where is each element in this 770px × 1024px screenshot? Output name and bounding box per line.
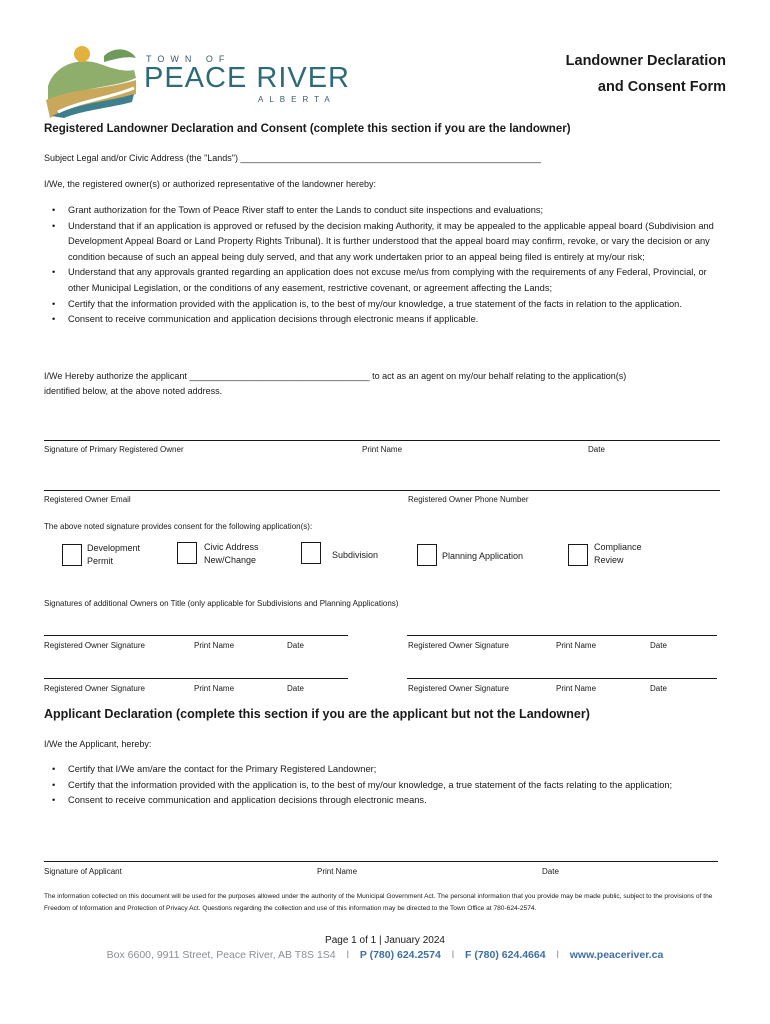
- owner-print-name-label: Print Name: [194, 641, 235, 650]
- primary-signature-line[interactable]: [44, 440, 720, 441]
- subdivision-checkbox[interactable]: [301, 542, 321, 564]
- subdivision-label: Subdivision: [332, 550, 379, 560]
- landowner-bullet-list: [44, 203, 730, 328]
- form-title-line1: Landowner Declaration: [565, 53, 726, 69]
- owner-signature-label: Registered Owner Signature: [408, 641, 509, 650]
- additional-owner-signature-line[interactable]: [407, 635, 717, 636]
- development-permit-checkbox[interactable]: [62, 544, 82, 566]
- email-phone-line[interactable]: [44, 490, 720, 491]
- form-title: [566, 48, 726, 100]
- footer-separator: l: [346, 949, 349, 961]
- footer-fax: F (780) 624.4664: [465, 949, 546, 961]
- applicant-bullet-list: [44, 762, 730, 809]
- applicant-print-name-label: Print Name: [317, 867, 358, 876]
- logo-town-text: TOWN OF: [146, 54, 231, 64]
- compliance-review-checkbox[interactable]: [568, 544, 588, 566]
- applicant-intro: I/We the Applicant, hereby:: [44, 739, 152, 749]
- primary-date-label: Date: [588, 445, 605, 454]
- footer-separator: l: [556, 949, 559, 961]
- list-item: • Consent to receive communication and application decisions through electronic means if applicable.: [52, 314, 479, 325]
- owner-date-label: Date: [650, 684, 667, 693]
- owner-print-name-label: Print Name: [556, 641, 597, 650]
- list-item: • Understand that if an application is approved or refused by the decision making Authority, it may be appealed to the applicable appeal board (Subdivision and Development Appeal Board or Land Property Rights Tribunal). It is further understood that the appeal board may confirm, revoke, or vary the decision or any condition because of such an appeal being duly served, and that any work undertaken prior to an appeal being filed is entirely at my/our risk;: [52, 220, 714, 262]
- list-item: • Grant authorization for the Town of Peace River staff to enter the Lands to conduct site inspections and evaluations;: [52, 205, 544, 215]
- owner-date-label: Date: [287, 684, 304, 693]
- civic-address-label: Civic Address New/Change: [204, 542, 259, 565]
- compliance-review-label: Compliance Review: [594, 542, 642, 565]
- additional-owners-note: Signatures of additional Owners on Title (only applicable for Subdivisions and Planning Applications): [44, 599, 399, 608]
- development-permit-label: Development Permit: [87, 543, 141, 566]
- subject-address-line[interactable]: Subject Legal and/or Civic Address (the "Lands") ____________________________________________________________: [44, 153, 541, 163]
- planning-application-label: Planning Application: [442, 551, 524, 561]
- owner-print-name-label: Print Name: [556, 684, 597, 693]
- primary-print-name-label: Print Name: [362, 445, 403, 454]
- list-item: • Consent to receive communication and application decisions through electronic means.: [52, 795, 427, 806]
- footer-phone: P (780) 624.2574: [359, 949, 441, 961]
- list-item: • Certify that the information provided with the application is, to the best of my/our knowledge, a true statement of the facts in relation to the application.: [52, 298, 682, 309]
- applicant-section-heading: Applicant Declaration (complete this section if you are the applicant but not the Landowner): [44, 707, 590, 721]
- owner-print-name-label: Print Name: [194, 684, 235, 693]
- applicant-date-label: Date: [542, 867, 559, 876]
- planning-application-checkbox[interactable]: [417, 544, 437, 566]
- logo-name-text: PEACE RIVER: [144, 62, 350, 94]
- applicant-signature-line[interactable]: [44, 861, 718, 862]
- additional-owner-signature-line[interactable]: [407, 678, 717, 679]
- applicant-signature-label: Signature of Applicant: [44, 867, 122, 876]
- additional-owner-signature-line[interactable]: [44, 635, 348, 636]
- owner-phone-label: Registered Owner Phone Number: [408, 495, 529, 504]
- consent-intro: The above noted signature provides consent for the following application(s):: [44, 522, 313, 531]
- owner-date-label: Date: [650, 641, 667, 650]
- list-item: • Certify that I/We am/are the contact for the Primary Registered Landowner;: [52, 764, 377, 774]
- privacy-notice: The information collected on this document will be used for the purposes allowed under the authority of the Municipal Government Act. The personal information that you provide may be made public, subject to the provisions of the Freedom of Information and Protection of Privacy Act. Questions regarding the collection and use of this information may be directed to the Town Office at 780-624-2574.: [44, 893, 713, 912]
- list-item: • Understand that any approvals granted regarding an application does not excuse me/us from complying with the requirements of any Federal, Provincial, or other Municipal Legislation, or the conditions of any easement, restrictive covenant, or agreement affecting the Lands;: [52, 267, 707, 293]
- form-title-line2: and Consent Form: [597, 79, 726, 95]
- footer-separator: l: [451, 949, 455, 961]
- owner-email-label: Registered Owner Email: [44, 495, 131, 504]
- logo-province-text: ALBERTA: [258, 95, 336, 104]
- owner-signature-label: Registered Owner Signature: [44, 641, 145, 650]
- page-footer-info: Page 1 of 1 | January 2024: [325, 935, 445, 946]
- primary-signature-label: Signature of Primary Registered Owner: [44, 445, 184, 454]
- owner-signature-label: Registered Owner Signature: [44, 684, 145, 693]
- owner-signature-label: Registered Owner Signature: [408, 684, 509, 693]
- landowner-intro: I/We, the registered owner(s) or authorized representative of the landowner hereby:: [44, 179, 377, 189]
- additional-owner-signature-line[interactable]: [44, 678, 348, 679]
- list-item: • Certify that the information provided with the application is, to the best of my/our knowledge, a true statement of the facts relating to the application;: [52, 779, 673, 790]
- footer-address: Box 6600, 9911 Street, Peace River, AB T8S 1S4: [106, 949, 336, 961]
- authorize-agent-line-2: identified below, at the above noted address.: [44, 386, 223, 396]
- owner-date-label: Date: [287, 641, 304, 650]
- landowner-section-heading: Registered Landowner Declaration and Consent (complete this section if you are the landowner): [44, 123, 571, 135]
- footer-website-link[interactable]: www.peaceriver.ca: [569, 949, 664, 961]
- civic-address-checkbox[interactable]: [177, 542, 197, 564]
- authorize-agent-line[interactable]: I/We Hereby authorize the applicant ____________________________________ to act as an agent on my/our behalf relating to the application(s): [44, 371, 627, 381]
- footer-contact-line: [0, 949, 770, 961]
